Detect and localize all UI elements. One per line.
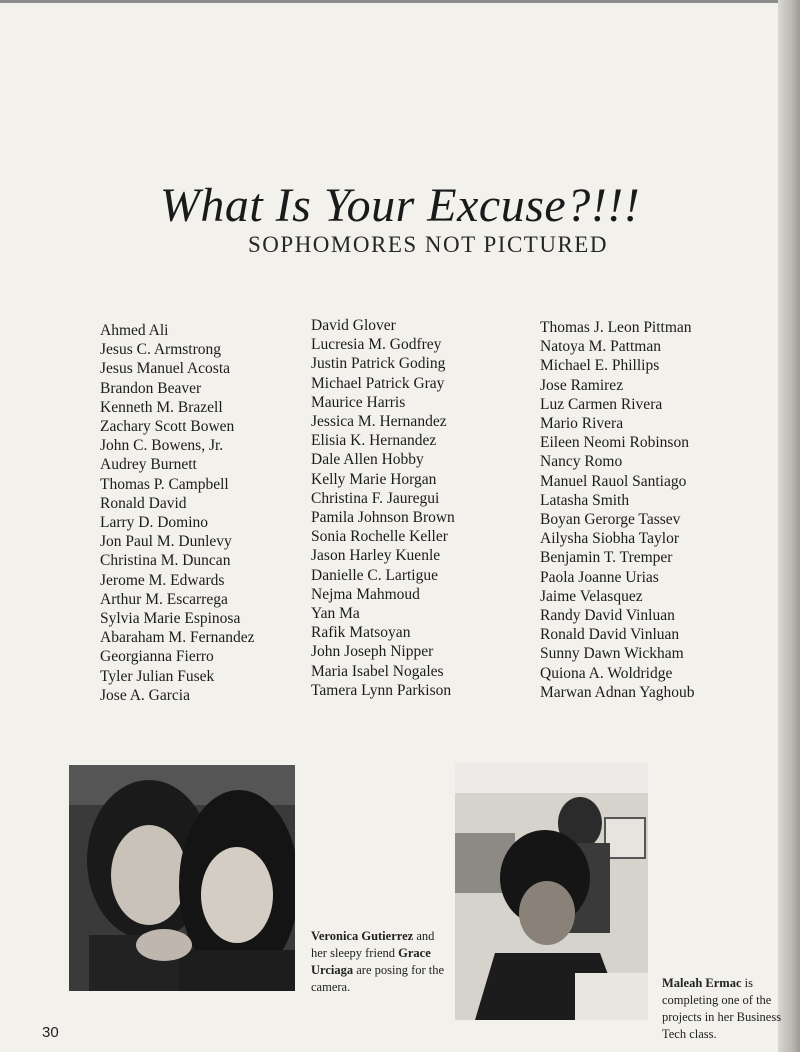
student-name: Jesus Manuel Acosta — [100, 360, 231, 378]
top-border — [0, 0, 800, 3]
student-name: Randy David Vinluan — [540, 607, 675, 625]
student-name: Michael Patrick Gray — [311, 374, 445, 392]
photo-business-tech-class — [455, 763, 648, 1020]
student-name: Thomas J. Leon Pittman — [540, 319, 692, 336]
student-name: David Glover — [311, 317, 396, 334]
student-name: Georgianna Fierro — [100, 648, 214, 666]
student-name: Lucresia M. Godfrey — [311, 336, 442, 354]
student-name: Larry D. Domino — [100, 514, 209, 532]
student-name: Thomas P. Campbell — [100, 475, 229, 493]
student-name: Elisia K. Hernandez — [311, 432, 437, 450]
student-name: Yan Ma — [311, 605, 360, 623]
student-name: Ailysha Siobha Taylor — [540, 530, 679, 548]
caption1-text2: are posing for the camera. — [311, 963, 445, 994]
student-name: Christina F. Jauregui — [311, 489, 440, 507]
page-subtitle: SOPHOMORES NOT PICTURED — [248, 232, 608, 257]
caption1-text1: and her sleepy friend — [311, 929, 435, 960]
student-name: Christina M. Duncan — [100, 552, 231, 570]
caption1-name1: Veronica Gutierrez — [311, 929, 414, 943]
student-name: Michael E. Phillips — [540, 357, 660, 375]
page-title: What Is Your Excuse?!!! — [159, 179, 641, 232]
student-name: Tamera Lynn Parkison — [311, 681, 452, 699]
student-name: Danielle C. Lartigue — [311, 566, 438, 584]
student-name: Dale Allen Hobby — [311, 451, 424, 469]
student-name: Justin Patrick Goding — [311, 355, 446, 373]
student-name: Jose Ramirez — [540, 376, 624, 394]
student-name: Nancy Romo — [540, 453, 623, 471]
student-name: Audrey Burnett — [100, 456, 197, 474]
student-name: Abaraham M. Fernandez — [100, 629, 255, 647]
student-name: Sonia Rochelle Keller — [311, 528, 448, 546]
student-name: Ronald David Vinluan — [540, 626, 680, 644]
student-name: Jon Paul M. Dunlevy — [100, 533, 232, 551]
student-name: Pamila Johnson Brown — [311, 509, 455, 527]
student-name: Nejma Mahmoud — [311, 585, 420, 603]
student-name: Latasha Smith — [540, 491, 630, 509]
student-name: Maria Isabel Nogales — [311, 662, 444, 680]
caption1-name2: Grace Urciaga — [311, 946, 431, 977]
student-name: Sunny Dawn Wickham — [540, 645, 684, 663]
student-name: Maurice Harris — [311, 393, 406, 411]
student-name: Manuel Rauol Santiago — [540, 472, 687, 490]
page-number: 30 — [42, 1024, 59, 1041]
photo2-caption — [662, 975, 794, 1043]
names-column-3 — [540, 318, 695, 702]
student-name: Kelly Marie Horgan — [311, 470, 437, 488]
student-name: Kenneth M. Brazell — [100, 398, 223, 416]
student-name: Natoya M. Pattman — [540, 338, 661, 356]
caption2-name1: Maleah Ermac — [662, 976, 742, 990]
names-column-1 — [100, 321, 255, 705]
photo-two-students — [69, 765, 295, 991]
caption2-text1: is completing one of the projects in her Business Tech class. — [662, 976, 782, 1041]
student-name: John C. Bowens, Jr. — [100, 437, 224, 455]
student-name: Luz Carmen Rivera — [540, 395, 663, 413]
student-name: Brandon Beaver — [100, 379, 202, 397]
student-name: Arthur M. Escarrega — [100, 590, 228, 608]
student-name: Ronald David — [100, 494, 187, 512]
names-column-2 — [311, 316, 455, 700]
student-name: Sylvia Marie Espinosa — [100, 610, 241, 628]
student-name: Jessica M. Hernandez — [311, 413, 447, 431]
student-name: Ahmed Ali — [100, 322, 169, 339]
student-name: Mario Rivera — [540, 415, 624, 433]
student-name: Eileen Neomi Robinson — [540, 434, 689, 452]
student-name: Rafik Matsoyan — [311, 624, 411, 642]
student-name: Jerome M. Edwards — [100, 571, 225, 589]
student-name: Jose A. Garcia — [100, 686, 190, 704]
student-name: Paola Joanne Urias — [540, 568, 659, 586]
student-name: Benjamin T. Tremper — [540, 549, 673, 567]
student-name: Boyan Gerorge Tassev — [540, 511, 681, 529]
student-name: Jaime Velasquez — [540, 587, 643, 605]
student-name: Jason Harley Kuenle — [311, 547, 441, 565]
student-name: Zachary Scott Bowen — [100, 418, 235, 436]
student-name: Marwan Adnan Yaghoub — [540, 683, 695, 701]
student-name: Quiona A. Woldridge — [540, 664, 673, 682]
student-name: John Joseph Nipper — [311, 643, 434, 661]
page-edge-shadow — [778, 0, 800, 1052]
photo1-caption — [311, 928, 451, 996]
student-name: Tyler Julian Fusek — [100, 667, 215, 685]
student-name: Jesus C. Armstrong — [100, 341, 221, 359]
